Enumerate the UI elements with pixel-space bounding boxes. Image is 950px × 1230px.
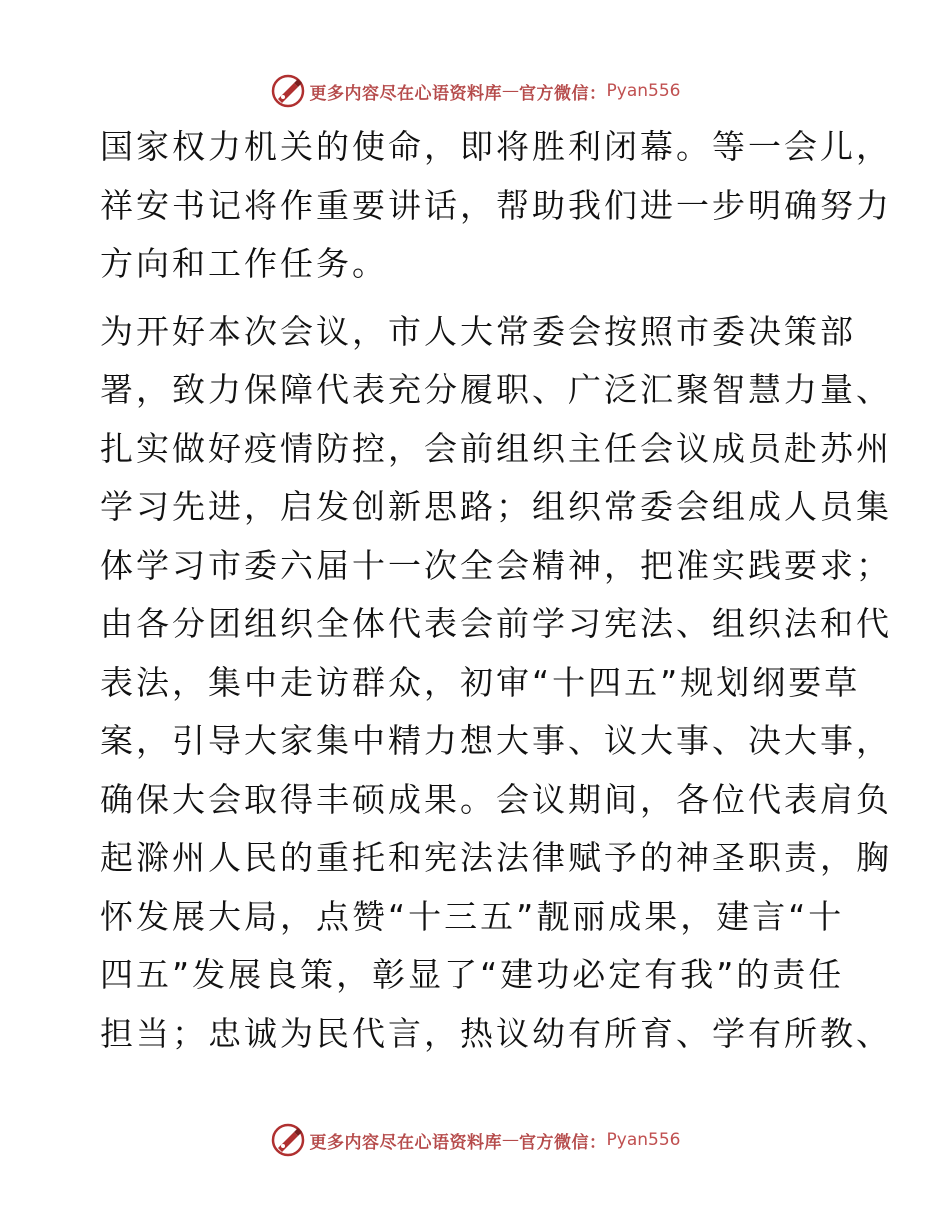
text-line: 四五”发展良策，彰显了“建功必定有我”的责任 [100,955,845,994]
paragraph-2 [100,303,892,1064]
watermark-contact-label: 官方微信： [519,83,607,104]
text-line: 担当；忠诚为民代言，热议幼有所育、学有所教、 [100,1013,892,1053]
watermark-dash: — [502,81,520,101]
text-line: 署，致力保障代表充分履职、广泛汇聚智慧力量、 [100,370,892,409]
text-line: 为开好本次会议，市人大常委会按照市委决策部 [100,311,856,351]
text-line: 起滁州人民的重托和宪法法律赋予的神圣职责，胸 [100,838,892,877]
text-line: 祥安书记将作重要讲话，帮助我们进一步明确努力 [100,185,892,225]
text-line: 方向和工作任务。 [100,244,388,283]
header-watermark [0,71,950,111]
text-line: 学习先进，启发创新思路；组织常委会组成人员集 [100,487,892,526]
watermark-contact-id: Pyan556 [606,81,681,101]
text-line: 由各分团组织全体代表会前学习宪法、组织法和代 [100,604,892,643]
pen-logo-icon [270,73,306,109]
watermark-contact-id: Pyan556 [606,1130,681,1150]
pen-logo-icon [270,1122,306,1158]
text-line: 国家权力机关的使命，即将胜利闭幕。等一会儿， [100,127,892,166]
text-line: 表法，集中走访群众，初审“十四五”规划纲要草 [100,662,861,702]
text-line: 扎实做好疫情防控，会前组织主任会议成员赴苏州 [100,428,892,468]
document-body [100,118,892,1063]
footer-watermark [0,1120,950,1160]
watermark-brand: 更多内容尽在心语资料库 [309,1132,503,1153]
text-line: 确保大会取得丰硕成果。会议期间，各位代表肩负 [100,779,892,819]
watermark-brand: 更多内容尽在心语资料库 [309,83,503,104]
paragraph-gap [100,294,860,303]
watermark-dash: — [502,1130,520,1150]
text-line: 怀发展大局，点赞“十三五”靓丽成果，建言“十 [100,896,845,936]
paragraph-1 [100,118,892,294]
text-line: 案，引导大家集中精力想大事、议大事、决大事， [100,721,892,760]
watermark-contact-label: 官方微信： [519,1132,607,1153]
text-line: 体学习市委六届十一次全会精神，把准实践要求； [100,545,892,585]
